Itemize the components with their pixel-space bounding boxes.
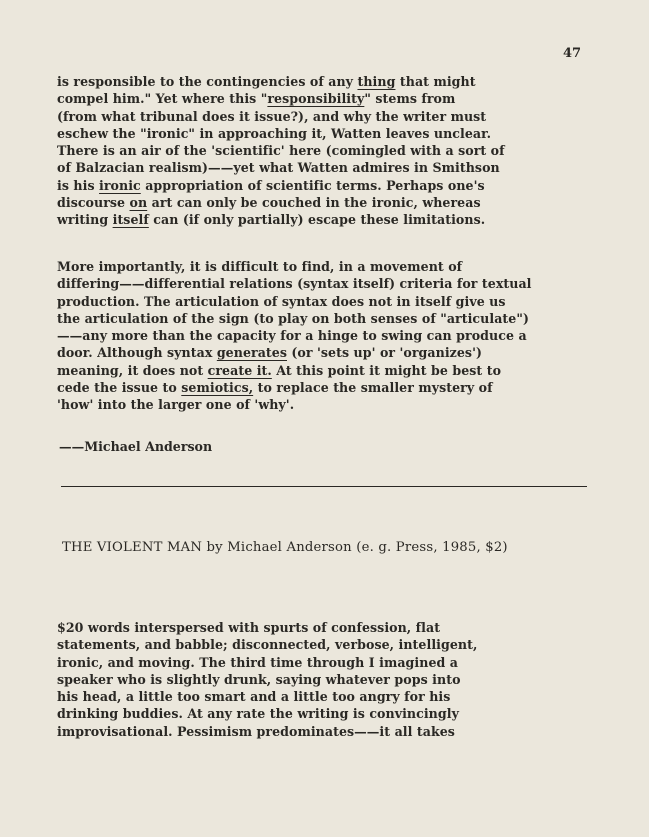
paragraph-3 [57,619,477,740]
text-line: 'how' into the larger one of 'why'. [57,397,295,413]
text-line: $20 words interspersed with spurts of confession, flat [57,620,441,635]
text-line: There is an air of the 'scientific' here (comingled with a sort of [57,143,505,159]
text-line: production. The articulation of syntax does not in itself give us [57,293,506,309]
underlined-word: semiotics, [181,380,254,396]
text-line: improvisational. Pessimism predominates——it all takes [57,723,455,739]
text-line: discourse on art can only be couched in the ironic, whereas [57,195,481,211]
author-signature: ——Michael Anderson [59,439,213,454]
text-line: meaning, it does not create it. At this point it might be best to [57,362,502,378]
underlined-word: on [129,195,148,211]
text-line: statements, and babble; disconnected, verbose, intelligent, [57,637,478,653]
text-line: ironic, and moving. The third time through I imagined a [57,654,459,670]
underlined-word: create it. [207,362,272,378]
text-line: More importantly, it is difficult to find, in a movement of [57,259,463,274]
text-line: ——any more than the capacity for a hinge to swing can produce a [57,328,527,344]
text-line: speaker who is slightly drunk, saying whatever pops into [57,671,461,687]
text-line: compel him." Yet where this "responsibility" stems from [57,91,456,107]
text-line: (from what tribunal does it issue?), and why the writer must [57,108,487,124]
text-line: is responsible to the contingencies of any thing that might [57,74,476,89]
text-line: cede the issue to semiotics, to replace the smaller mystery of [57,380,493,396]
text-line: of Balzacian realism)——yet what Watten admires in Smithson [57,160,500,176]
text-line: differing——differential relations (syntax itself) criteria for textual [57,276,532,292]
underlined-word: itself [112,212,149,228]
text-line: eschew the "ironic" in approaching it, Watten leaves unclear. [57,125,492,141]
text-line: is his ironic appropriation of scientific terms. Perhaps one's [57,177,485,193]
text-line: the articulation of the sign (to play on both senses of "articulate") [57,310,529,326]
text-line: writing itself can (if only partially) escape these limitations. [57,212,486,228]
text-line: his head, a little too smart and a little too angry for his [57,689,451,705]
paragraph-2 [57,258,532,414]
text-line: door. Although syntax generates (or 'sets up' or 'organizes') [57,345,482,361]
page-number: 47 [563,46,582,61]
underlined-word: ironic [99,177,141,193]
text-line: drinking buddies. At any rate the writing is convincingly [57,706,459,722]
underlined-word: generates [216,345,287,361]
paragraph-1 [57,73,505,229]
underlined-word: thing [357,74,396,89]
section-divider [61,486,587,487]
review-heading: THE VIOLENT MAN by Michael Anderson (e. g. Press, 1985, $2) [62,540,508,555]
underlined-word: responsibility [267,91,365,107]
